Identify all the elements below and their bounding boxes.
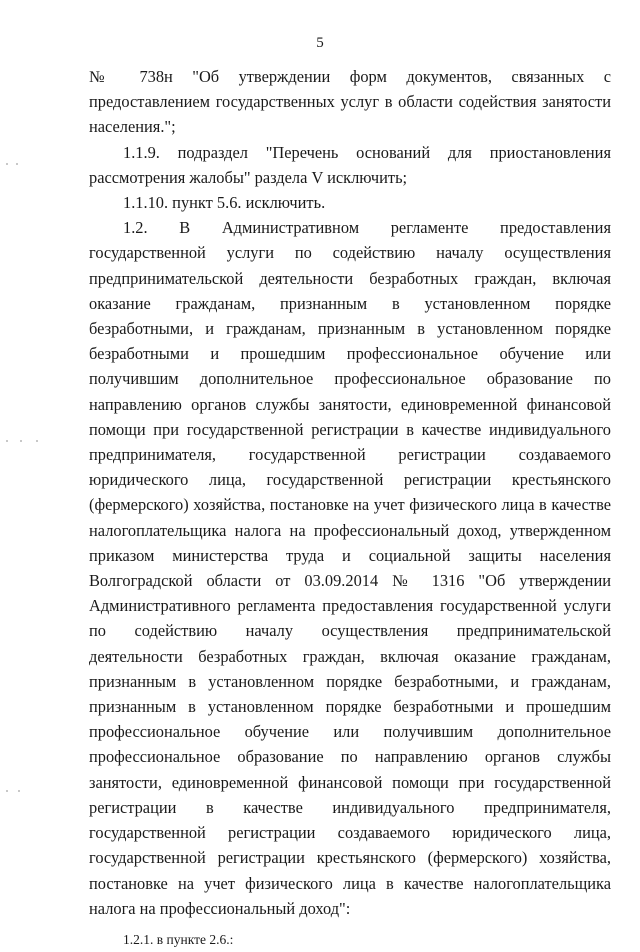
paragraph-1-1-10: 1.1.10. пункт 5.6. исключить.: [123, 193, 326, 213]
scan-artifact: [36, 440, 38, 442]
scan-artifact: [16, 163, 18, 165]
paragraph-1-2: 1.2. В Административном регламенте предоставления государственной услуги по содействию началу осуществления предпринимательской деятельности безработных граждан, включая оказание гражданам, признанным в установленном порядке безработными, и гражданам, признанным в установленном порядке безработными и прошедшим профессиональное обучение или получившим дополнительное профессиональное образование по направлению органов службы занятости, единовременной финансовой помощи при государственной регистрации в качестве индивидуального предпринимателя, государственной регистрации создаваемого юридического лица, государственной регистрации крестьянского (фермерского) хозяйства, постановке на учет физического лица в качестве налогоплательщика налога на профессиональный доход, утвержденном приказом министерства труда и социальной защиты населения Волгоградской области от 03.09.2014 № 1316 "Об утверждении Административного регламента предоставления государственной услуги по содействию началу осуществления предпринимательской деятельности безработных граждан, включая оказание гражданам, признанным в установленном порядке безработными, и гражданам, признанным в установленном порядке безработными и прошедшим профессиональное обучение или получившим дополнительное профессиональное образование по направлению органов службы занятости, единовременной финансовой помощи при государственной регистрации в качестве индивидуального предпринимателя, государственной регистрации создаваемого юридического лица, государственной регистрации крестьянского (фермерского) хозяйства, постановке на учет физического лица в качестве налогоплательщика налога на профессиональный доход":: [89, 218, 611, 918]
scan-artifact: [6, 163, 8, 165]
document-body: [89, 64, 611, 952]
paragraph-1-2-1: 1.2.1. в пункте 2.6.:: [123, 931, 234, 947]
scan-artifact: [6, 790, 8, 792]
scan-artifact: [6, 440, 8, 442]
page-number: 5: [316, 35, 324, 51]
paragraph-1-1-9: 1.1.9. подраздел "Перечень оснований для приостановления рассмотрения жалобы" раздела V исключить;: [89, 142, 611, 187]
scan-artifact: [20, 440, 22, 442]
paragraph-continuation: № 738н "Об утверждении форм документов, связанных с предоставлением государственных услуг в области содействия занятости населения.";: [89, 67, 611, 137]
scan-artifact: [18, 790, 20, 792]
